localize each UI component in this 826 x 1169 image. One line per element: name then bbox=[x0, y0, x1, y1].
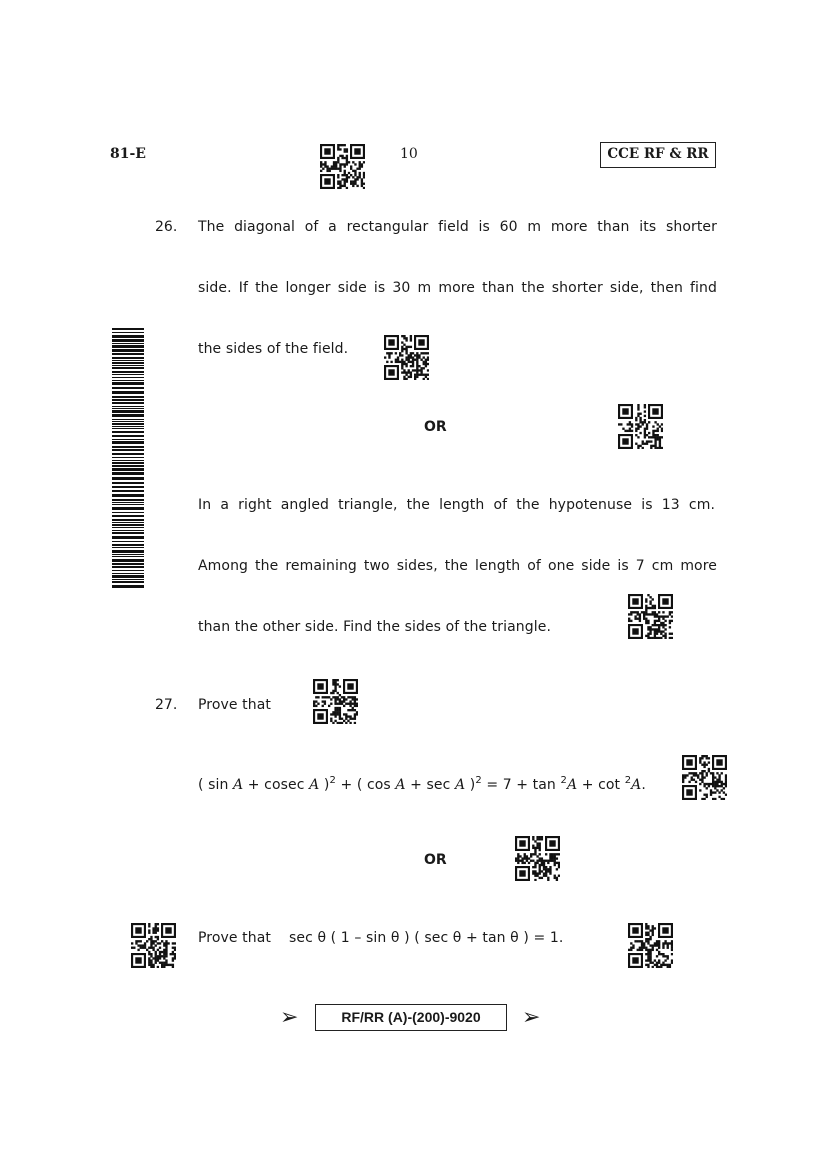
page-number: 10 bbox=[400, 146, 418, 162]
qr-code-icon bbox=[131, 923, 176, 968]
question-text-line: the sides of the field. bbox=[198, 341, 349, 357]
question-text-line: Among the remaining two sides, the length of one side is 7 cm more bbox=[198, 558, 717, 574]
qr-code-icon bbox=[682, 755, 727, 800]
arrow-icon: ➢ bbox=[280, 1005, 299, 1030]
question-text-line: than the other side. Find the sides of the triangle. bbox=[198, 619, 552, 635]
sec-equation: sec θ ( 1 – sin θ ) ( sec θ + tan θ ) = 1. bbox=[289, 930, 564, 946]
qr-code-icon bbox=[320, 144, 365, 189]
series-box: CCE RF & RR bbox=[600, 142, 716, 168]
qr-code-icon bbox=[628, 594, 673, 639]
qr-code-icon bbox=[628, 923, 673, 968]
footer-code-box: RF/RR (A)-(200)-9020 bbox=[315, 1004, 507, 1031]
qr-code-icon bbox=[313, 679, 358, 724]
paper-code: 81-E bbox=[110, 146, 146, 162]
qr-code-icon bbox=[618, 404, 663, 449]
barcode-icon bbox=[112, 328, 144, 590]
question-text-line: In a right angled triangle, the length of the hypotenuse is 13 cm. bbox=[198, 497, 715, 513]
arrow-icon: ➢ bbox=[522, 1005, 541, 1030]
qr-code-icon bbox=[515, 836, 560, 881]
or-separator: OR bbox=[424, 419, 447, 435]
question-text-line: side. If the longer side is 30 m more than the shorter side, then find bbox=[198, 280, 717, 296]
prove-that-label: Prove that bbox=[198, 697, 271, 713]
question-text-line: The diagonal of a rectangular field is 60 m more than its shorter bbox=[198, 219, 717, 235]
prove-that-label: Prove that bbox=[198, 930, 271, 946]
question-number: 27. bbox=[155, 697, 178, 713]
or-separator: OR bbox=[424, 852, 447, 868]
trig-equation: ( sin A + cosec A )$^2$ + ( cos A + sec A )$^2$ = 7 + tan $^2$A + cot $^2$A. bbox=[198, 775, 646, 793]
question-number: 26. bbox=[155, 219, 178, 235]
qr-code-icon bbox=[384, 335, 429, 380]
